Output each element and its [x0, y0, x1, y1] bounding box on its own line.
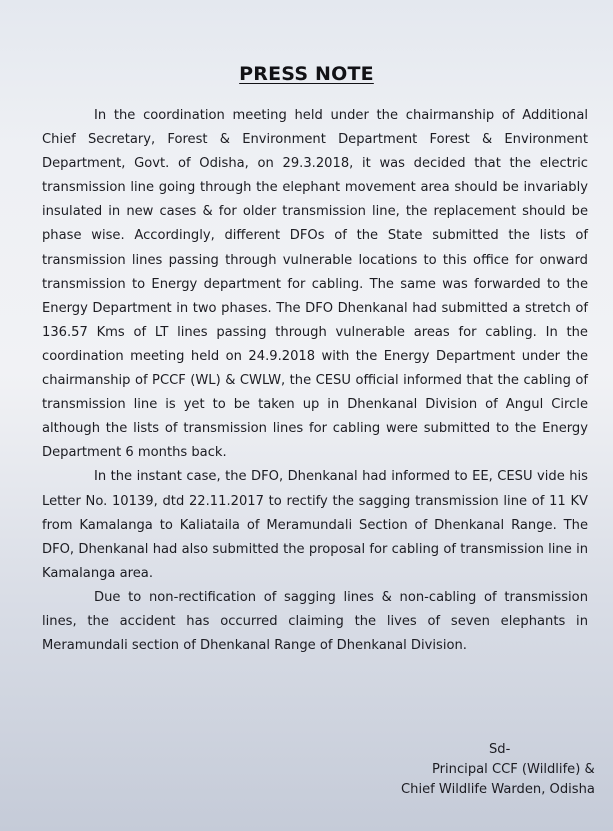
document-body [42, 104, 588, 658]
paragraph-3: Due to non-rectification of sagging lines & non-cabling of transmission lines, the accident has occurred claiming the lives of seven elephants in Meramundali section of Dhenkanal Range of Dhenkanal Division. [42, 589, 588, 654]
signature-sd: Sd- [489, 742, 511, 757]
paragraph-1: In the coordination meeting held under the chairmanship of Additional Chief Secretary, Forest & Environment Department Forest & Environment Department, Govt. of Odisha, on 29.3.2018, it was decided that the electric transmission line going through the elephant movement area should be invariably insulated in new cases & for older transmission line, the replacement should be phase wise. Accordingly, different DFOs of the State submitted the lists of transmission lines passing through vulnerable locations to this office for onward transmission to Energy department for cabling. The same was forwarded to the Energy Department in two phases. The DFO Dhenkanal had submitted a stretch of 136.57 Kms of LT lines passing through vulnerable areas for cabling. In the coordination meeting held on 24.9.2018 with the Energy Department under the chairmanship of PCCF (WL) & CWLW, the CESU official informed that the cabling of transmission line is yet to be taken up in Dhenkanal Division of Angul Circle although the lists of transmission lines for cabling were submitted to the Energy Department 6 months back. [42, 108, 588, 461]
signatory-title-line-2: Chief Wildlife Warden, Odisha [401, 782, 595, 797]
document-title: PRESS NOTE [239, 63, 374, 85]
document-title-heading [0, 50, 613, 88]
signatory-title-line-1: Principal CCF (Wildlife) & [432, 762, 595, 777]
paragraph-2: In the instant case, the DFO, Dhenkanal had informed to EE, CESU vide his Letter No. 10139, dtd 22.11.2017 to rectify the sagging transmission line of 11 KV from Kamalanga to Kaliataila of Meramundali Section of Dhenkanal Range. The DFO, Dhenkanal had also submitted the proposal for cabling of transmission line in Kamalanga area. [42, 469, 588, 581]
